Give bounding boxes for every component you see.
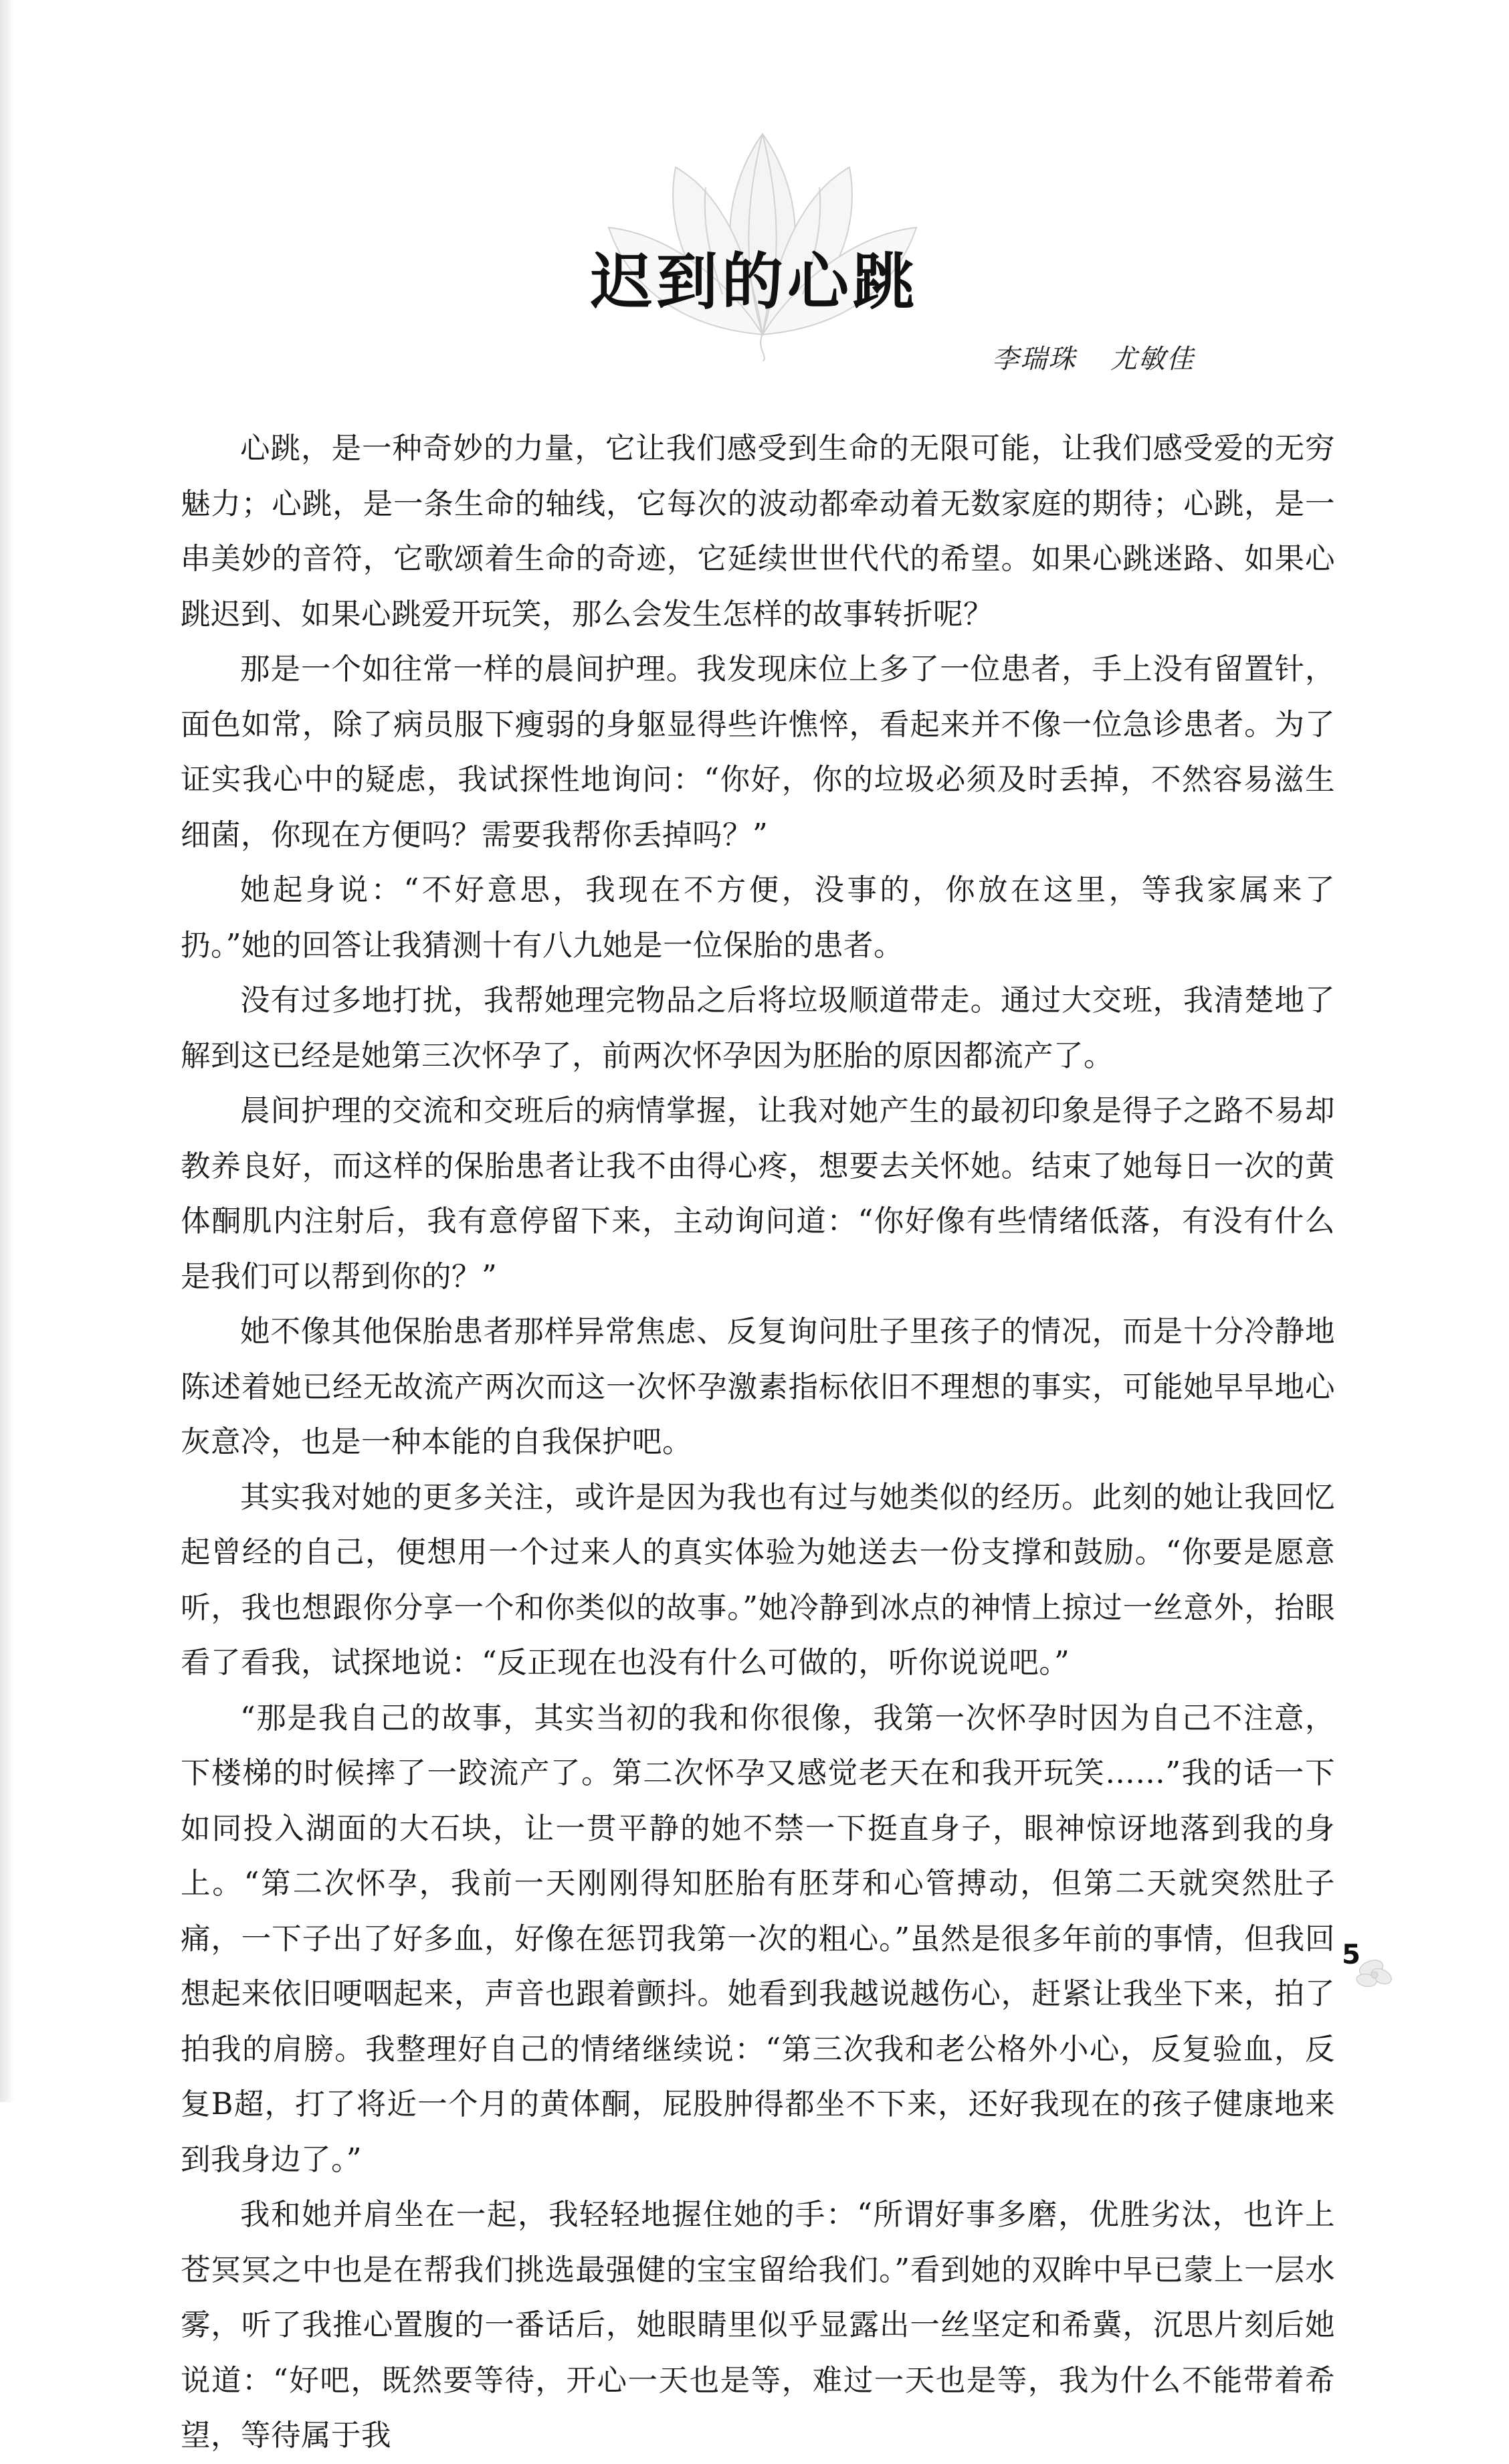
paragraph: 我和她并肩坐在一起，我轻轻地握住她的手：“所谓好事多磨，优胜劣汰，也许上苍冥冥之中也是在帮我们挑选最强健的宝宝留给我们。”看到她的双眸中早已蒙上一层水雾，听了我推心置腹的一番话后，她眼睛里似乎显露出一丝坚定和希冀，沉思片刻后她说道：“好吧，既然要等待，开心一天也是等，难过一天也是等，我为什么不能带着希望，等待属于我 [181,2198,1335,2453]
paragraph: “那是我自己的故事，其实当初的我和你很像，我第一次怀孕时因为自己不注意，下楼梯的时候摔了一跤流产了。第二次怀孕又感觉老天在和我开玩笑……”我的话一下如同投入湖面的大石块，让一贯平静的她不禁一下挺直身子，眼神惊讶地落到我的身上。“第二次怀孕，我前一天刚刚得知胚胎有胚芽和心管搏动，但第二天就突然肚子痛，一下子出了好多血，好像在惩罚我第一次的粗心。”虽然是很多年前的事情，但我回想起来依旧哽咽起来，声音也跟着颤抖。她看到我越说越伤心，赶紧让我坐下来，拍了拍我的肩膀。我整理好自己的情绪继续说：“第三次我和老公格外小心，反复验血，反复B超，打了将近一个月的黄体酮，屁股肿得都坐不下来，还好我现在的孩子健康地来到我身边了。” [181,1701,1335,2177]
article-authors: 李瑞珠 尤敏佳 [992,344,1195,375]
paragraph: 她不像其他保胎患者那样异常焦虑、反复询问肚子里孩子的情况，而是十分冷静地陈述着她已经无故流产两次而这一次怀孕激素指标依旧不理想的事实，可能她早早地心灰意冷，也是一种本能的自我保护吧。 [181,1315,1335,1459]
paragraph: 没有过多地打扰，我帮她理完物品之后将垃圾顺道带走。通过大交班，我清楚地了解到这已经是她第三次怀孕了，前两次怀孕因为胚胎的原因都流产了。 [181,983,1335,1073]
paragraph: 晨间护理的交流和交班后的病情掌握，让我对她产生的最初印象是得子之路不易却教养良好，而这样的保胎患者让我不由得心疼，想要去关怀她。结束了她每日一次的黄体酮肌内注射后，我有意停留下来，主动询问道：“你好像有些情绪低落，有没有什么是我们可以帮到你的？” [181,1094,1335,1294]
paragraph: 其实我对她的更多关注，或许是因为我也有过与她类似的经历。此刻的她让我回忆起曾经的自己，便想用一个过来人的真实体验为她送去一份支撑和鼓励。“你要是愿意听，我也想跟你分享一个和你类似的故事。”她冷静到冰点的神情上掠过一丝意外，抬眼看了看我，试探地说：“反正现在也没有什么可做的，听你说说吧。” [181,1480,1335,1680]
paragraph: 心跳，是一种奇妙的力量，它让我们感受到生命的无限可能，让我们感受爱的无穷魅力；心跳，是一条生命的轴线，它每次的波动都牵动着无数家庭的期待；心跳，是一串美妙的音符，它歌颂着生命的奇迹，它延续世世代代的希望。如果心跳迷路、如果心跳迟到、如果心跳爱开玩笑，那么会发生怎样的故事转折呢？ [181,432,1335,632]
lotus-watermark-icon [589,94,936,361]
page-number-badge [1328,1928,1401,2002]
paragraph: 那是一个如往常一样的晨间护理。我发现床位上多了一位患者，手上没有留置针，面色如常，除了病员服下瘦弱的身躯显得些许憔悴，看起来并不像一位急诊患者。为了证实我心中的疑虑，我试探性地询问：“你好，你的垃圾必须及时丢掉，不然容易滋生细菌，你现在方便吗？需要我帮你丢掉吗？” [181,652,1335,852]
paragraph: 她起身说：“不好意思，我现在不方便，没事的，你放在这里，等我家属来了扔。”她的回答让我猜测十有八九她是一位保胎的患者。 [181,873,1335,963]
article-title: 迟到的心跳 [590,246,918,318]
article-body [181,421,1335,2464]
page-number: 5 [1342,1939,1361,1970]
